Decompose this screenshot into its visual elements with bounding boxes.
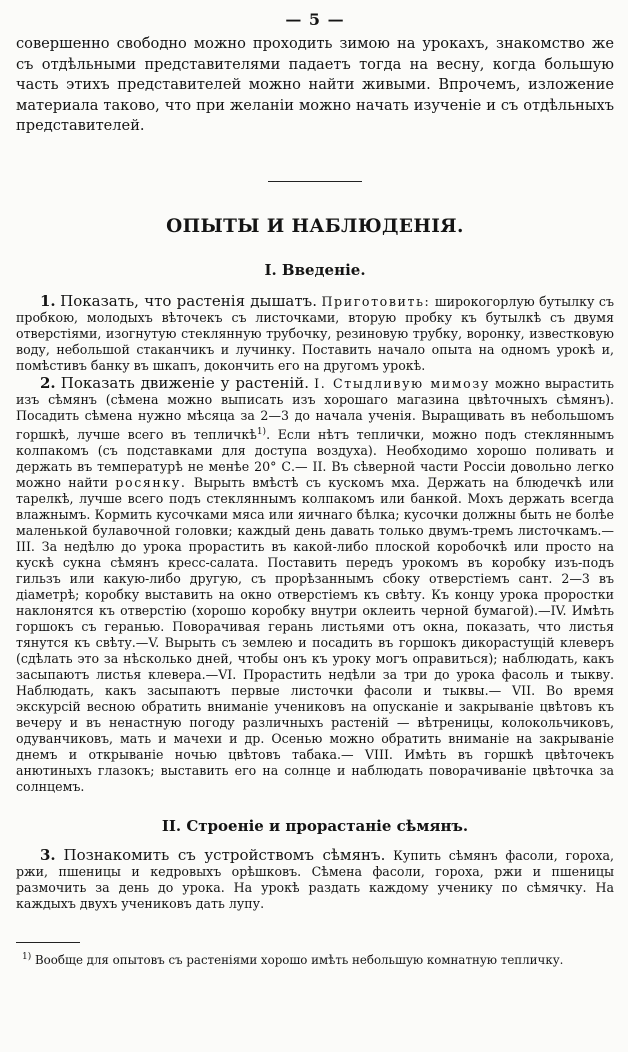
section-divider xyxy=(268,181,362,182)
experiment-1-text: широкогорлую бутылку съ пробкою, молодыхъ вѣточекъ съ листочками, вторую пробку къ бутылкѣ съ двумя отверстіями, изогнутую стеклянную трубочку, резиновую трубку, воронку, известковую воду, небольшой стаканчикъ и лучинку. Поставить начало опыта на одномъ урокѣ и, помѣстивъ банку въ шкапъ, докончить его на другомъ урокѣ. xyxy=(16,293,614,373)
experiment-2-text-b: . Если нѣтъ теплички, можно подъ стекляннымъ колпакомъ (съ подставками для доступа воздуха). Необходимо хорошо поливать и держать въ температурѣ не менѣе 20° С.— II. Въ сѣверной части Россіи довольно легко можно найти xyxy=(16,426,614,490)
experiment-1-label: Приготовить: xyxy=(321,293,431,309)
experiment-2-title: Показать движеніе у растеній. xyxy=(60,373,310,392)
footnote-divider xyxy=(16,942,80,943)
experiment-3-text: Купить сѣмянъ фасоли, гороха, ржи, пшеницы и кедровыхъ орѣшковъ. Сѣмена фасоли, гороха, ржи и пшеницы размочить за день до урока. На урокѣ раздать каждому ученику по сѣмячку. На каждыхъ двухъ учениковъ дать лупу. xyxy=(16,847,614,911)
experiment-1-title: Показать, что растенія дышатъ. xyxy=(60,291,317,310)
footnote xyxy=(16,949,614,968)
book-page xyxy=(16,6,614,968)
intro-block xyxy=(16,34,614,137)
experiment-2-number: 2. xyxy=(40,373,56,392)
experiment-2 xyxy=(16,375,614,795)
footnote-text: Вообще для опытовъ съ растеніями хорошо имѣть небольшую комнатную тепличку. xyxy=(35,952,564,967)
experiment-1 xyxy=(16,293,614,374)
main-title: ОПЫТЫ И НАБЛЮДЕНІЯ. xyxy=(166,215,464,237)
experiment-2-text-c: Вырыть вмѣстѣ съ кускомъ мха. Держать на блюдечкѣ или тарелкѣ, лучше всего подъ стекляннымъ колпакомъ или банкой. Мохъ держать всегда влажнымъ. Кормить кусочками мяса или яичнаго бѣлка; кусочки должны быть не болѣе маленькой булавочной головки; каждый день давать только двумъ-тремъ листочкамъ.— III. За недѣлю до урока прорастить въ какой-либо плоской коробочкѣ или просто на кускѣ сукна сѣмянъ кресс-салата. Поставить передъ урокомъ въ коробку изъ-подъ гильзъ или какую-либо другую, съ прорѣзаннымъ сбоку отверстіемъ сант. 2—3 въ діаметрѣ; коробку выставить на окно отверстіемъ къ свѣту. Къ концу урока проростки наклонятся къ отверстію (хорошо коробку внутри оклеить черной бумагой).—IV. Имѣть горшокъ съ геранью. Поворачивая герань листьями отъ окна, показать, что листья тянутся къ свѣту.—V. Вырыть съ землею и посадить въ горшокъ дикорастущій клеверъ (сдѣлать это за нѣсколько дней, чтобы онъ къ уроку могъ оправиться); наблюдать, какъ засыпаютъ листья клевера.—VI. Прорастить недѣли за три до урока фасоль и тыкву. Наблюдать, какъ засыпаютъ первые листочки фасоли и тыквы.— VII. Во время экскурсій весною обратить вниманіе учениковъ на опусканіе и закрываніе цвѣтовъ къ вечеру и въ ненастную погоду различныхъ растеній — вѣтреницы, колокольчиковъ, одуванчиковъ, мать и мачехи и др. Осенью можно обратить вниманіе на закрываніе днемъ и открываніе ночью цвѣтовъ табака.— VIII. Имѣть въ горшкѣ цвѣточекъ анютиныхъ глазокъ; выставить его на солнце и наблюдать поворачиваніе цвѣточка за солнцемъ. xyxy=(16,474,614,794)
experiment-3-title: Познакомить съ устройствомъ сѣмянъ. xyxy=(63,845,386,864)
footnote-reference: 1) xyxy=(256,426,267,437)
experiment-2-label-sundew: росянку. xyxy=(115,474,187,490)
experiment-3-number: 3. xyxy=(40,845,56,864)
experiment-2-text-a: можно вырастить изъ сѣмянъ (сѣмена можно выписать изъ хорошаго магазина цвѣточныхъ сѣмянъ). Посадить сѣмена нужно мѣсяца за 2—3 до начала ученія. Выращивать въ небольшомъ горшкѣ, лучше всего въ тепличкѣ xyxy=(16,375,614,442)
section-title-seeds: II. Строеніе и прорастаніе сѣмянъ. xyxy=(161,816,469,835)
intro-paragraph: совершенно свободно можно проходить зимою на урокахъ, знакомство же съ отдѣльными представителями падаетъ тогда на весну, когда большую часть этихъ представителей можно найти живыми. Впрочемъ, изложение материала таково, что при желаніи можно начать изученіе и съ отдѣльныхъ представителей. xyxy=(16,35,614,134)
experiment-1-number: 1. xyxy=(40,291,56,310)
footnote-mark: 1) xyxy=(22,951,32,962)
section-title-introduction: I. Введеніе. xyxy=(264,260,366,279)
experiment-3 xyxy=(16,847,614,912)
experiment-2-label-mimosa: I. Стыдливую мимозу xyxy=(314,375,490,391)
page-number: — 5 — xyxy=(285,10,345,29)
